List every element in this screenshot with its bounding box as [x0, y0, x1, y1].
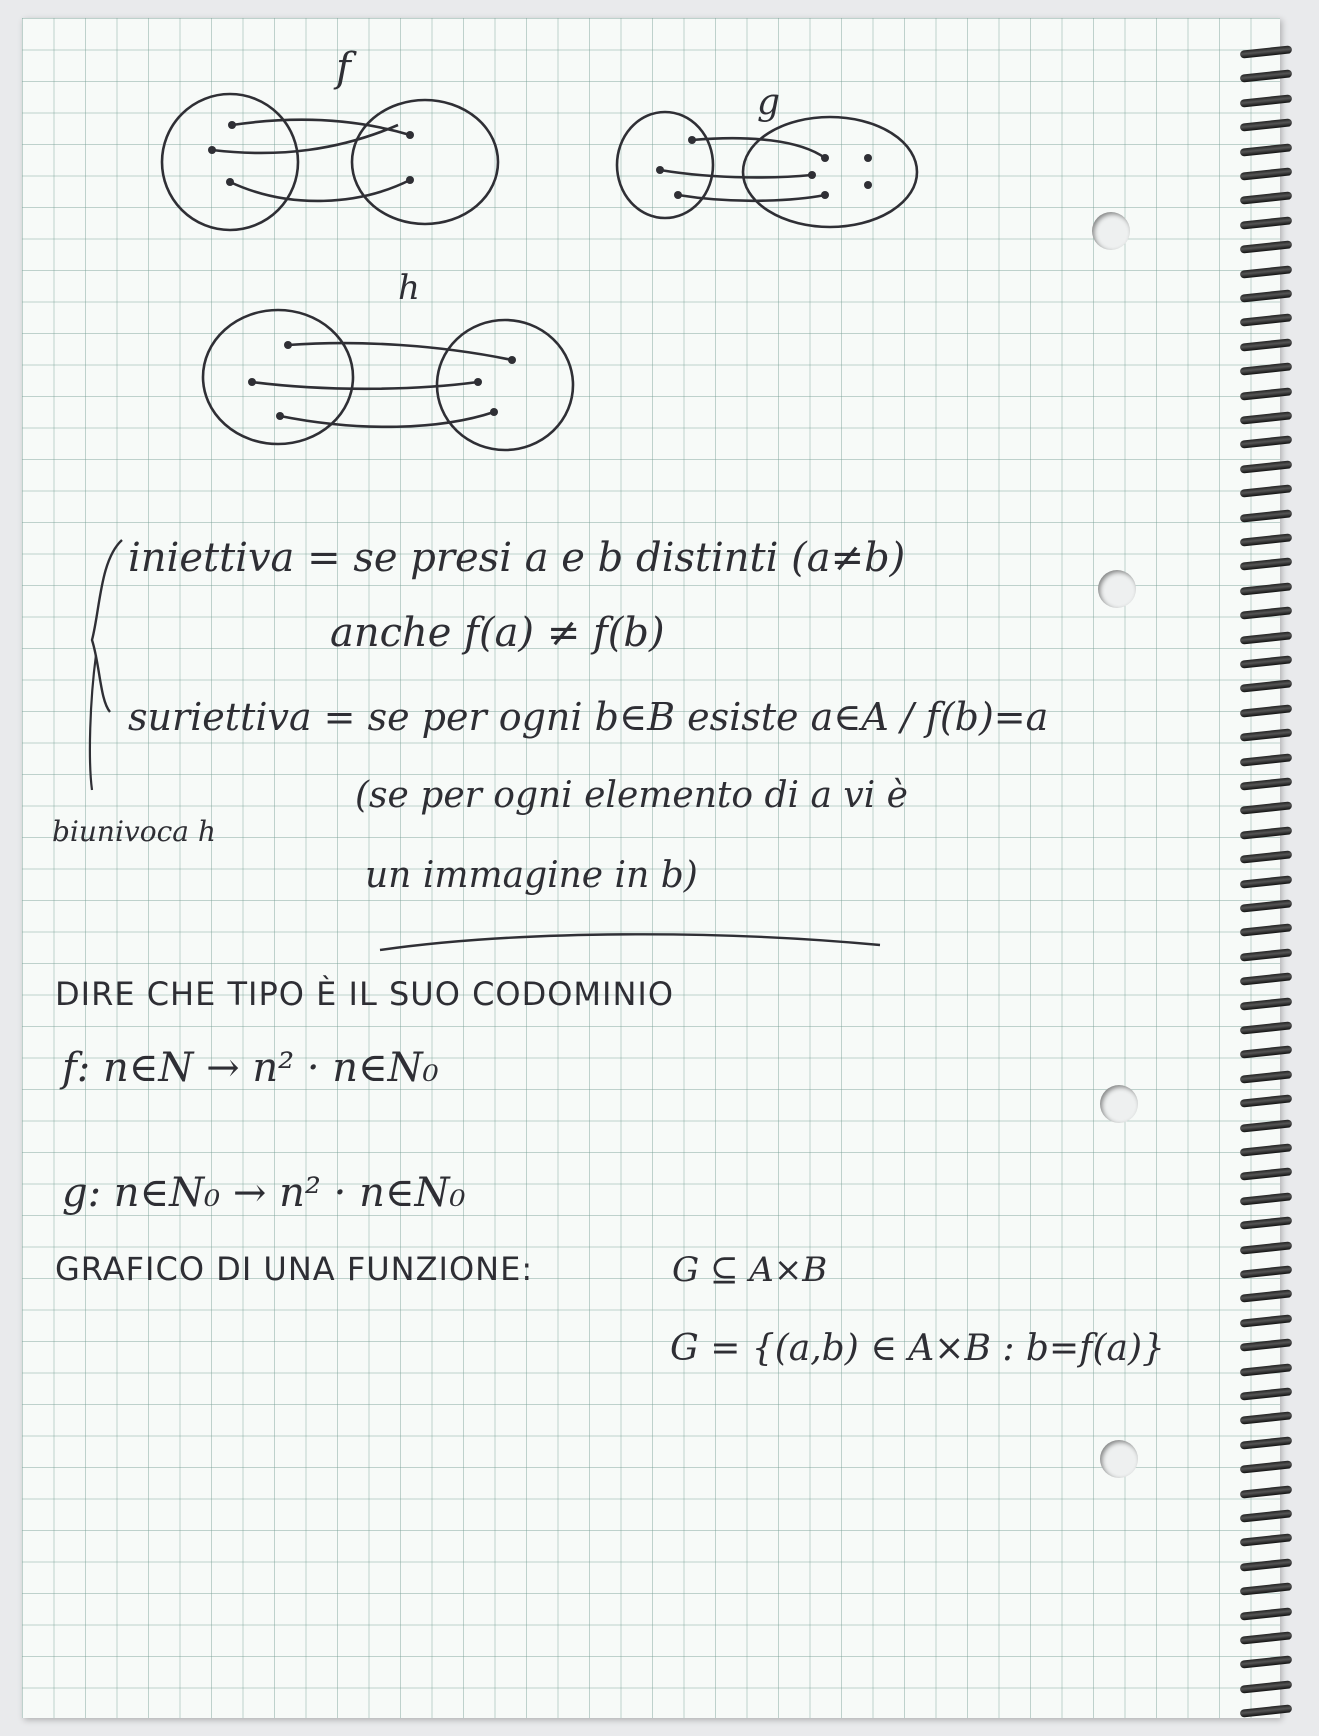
separator-line	[380, 934, 880, 950]
exercise-heading: DIRE CHE TIPO È IL SUO CODOMINIO	[55, 975, 675, 1013]
surjective-definition-note-2: un immagine in b)	[365, 855, 698, 896]
graph-set-expression: G = {(a,b) ∈ A×B : b=f(a)}	[670, 1328, 1165, 1369]
graph-heading: GRAFICO DI UNA FUNZIONE:	[55, 1250, 534, 1288]
bijective-label: biunivoca h	[52, 815, 216, 848]
function-f-definition: f: n∈N → n² · n∈N₀	[62, 1045, 439, 1091]
diagram-h-label: h	[398, 268, 420, 308]
curly-brace	[92, 540, 122, 712]
diagram-g-label: g	[757, 82, 781, 123]
diagram-h	[203, 310, 573, 450]
surjective-definition-note-1: (se per ogni elemento di a vi è	[355, 775, 908, 816]
diagram-f	[162, 94, 498, 230]
injective-definition-continued: anche f(a) ≠ f(b)	[330, 610, 665, 656]
function-g-definition: g: n∈N₀ → n² · n∈N₀	[62, 1170, 466, 1216]
diagram-g	[617, 112, 917, 227]
diagram-f-label: f	[336, 45, 351, 91]
surjective-definition: suriettiva = se per ogni b∈B esiste a∈A / f(b)=a	[128, 695, 1049, 739]
graph-subset-expression: G ⊆ A×B	[672, 1250, 828, 1290]
curly-brace-stem	[90, 655, 96, 790]
injective-definition: iniettiva = se presi a e b distinti (a≠b)	[128, 535, 906, 581]
